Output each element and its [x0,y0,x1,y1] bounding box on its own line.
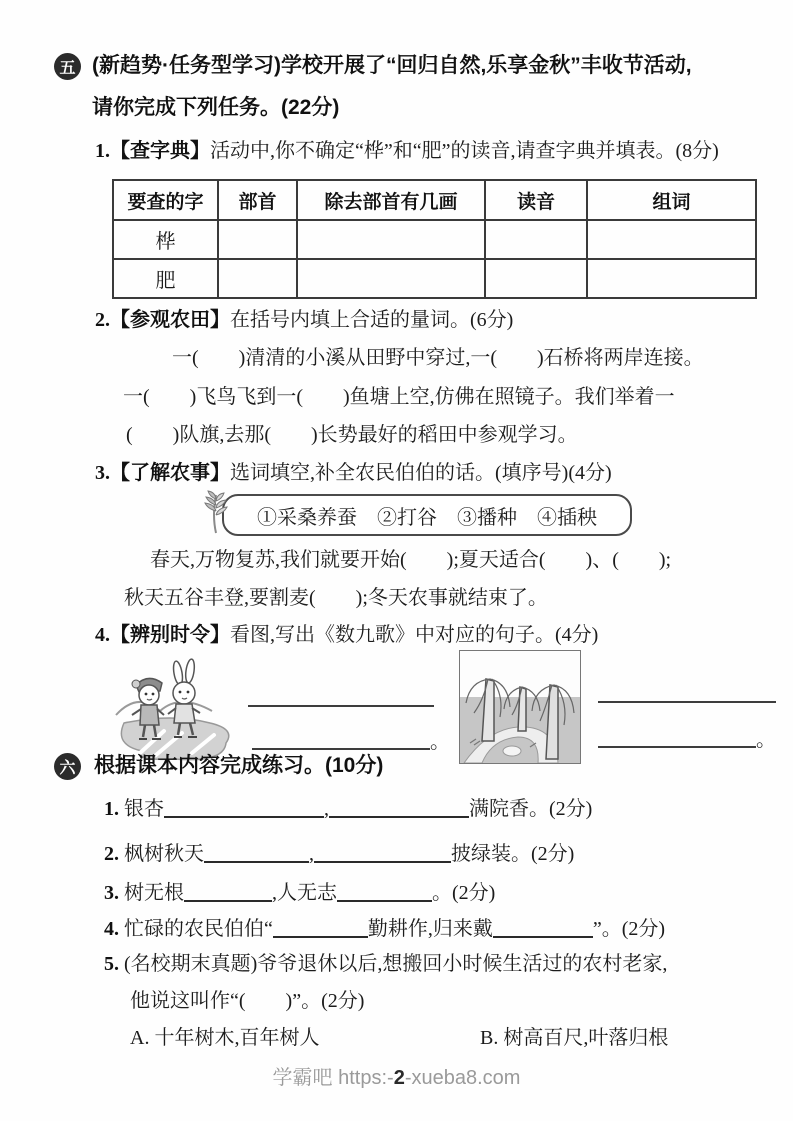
question-number: 1. [95,140,110,162]
question-number: 4. [95,624,110,646]
answer-line [248,692,434,710]
s5-q3-line1: 春天,万物复苏,我们就要开始( );夏天适合( )、( ); [150,549,672,571]
question-text: 选词填空,补全农民伯伯的话。(填序号)(4分) [230,462,612,484]
wheat-icon [202,489,228,535]
answer-line [598,688,776,706]
s6-question-4 [104,916,665,942]
s5-q2-line3: ( )队旗,去那( )长势最好的稻田中参观学习。 [126,424,578,446]
s6-question-5-line1 [104,952,667,977]
empty-cell [587,259,756,298]
table-header-row [113,180,756,220]
empty-cell [485,220,587,259]
empty-cell [218,259,297,298]
s5-question-1 [95,139,719,164]
question-number: 1. [104,798,119,820]
empty-cell [218,220,297,259]
table-row [113,220,756,259]
dictionary-lookup-table [112,179,757,299]
section-6-title: 根据课本内容完成练习。(10分) [94,754,384,777]
fill-blank [204,841,309,863]
answer-line-with-period [252,730,450,755]
col-header-pronunciation: 读音 [485,180,587,220]
s6-question-1 [104,796,592,822]
fill-blank [329,796,469,818]
question-text: 披绿装。(2分) [451,843,575,865]
s5-question-3 [95,461,612,486]
ice-skating-illustration [112,651,238,765]
question-text: 满院香。(2分) [469,798,593,820]
question-text: 看图,写出《数九歌》中对应的句子。(4分) [230,624,599,646]
s5-question-4 [95,623,598,648]
section-6-badge: 六 [54,753,81,780]
question-text: (名校期末真题)爷爷退休以后,想搬回小时候生活过的农村老家, [119,953,668,975]
word-bank-options: ①采桑养蚕 ②打谷 ③播种 ④插秧 [257,506,597,529]
question-tag: 【查字典】 [110,140,210,162]
question-number: 2. [104,843,119,865]
question-text: 银杏 [119,798,164,820]
fill-blank [493,916,593,938]
question-text: 。(2分) [432,882,496,904]
question-text: 枫树秋天 [119,843,204,865]
willow-trees-illustration [459,650,581,764]
question-text: 忙碌的农民伯伯“ [119,918,273,940]
question-text: 在括号内填上合适的量词。(6分) [230,309,514,331]
col-header-radical: 部首 [218,180,297,220]
question-tag: 【辨别时令】 [110,624,230,646]
word-bank-box [222,494,632,536]
cell-character: 桦 [113,220,218,259]
col-header-character: 要查的字 [113,180,218,220]
question-number: 5. [104,953,119,975]
section-5-badge: 五 [54,53,81,80]
section-5-title-line1: (新趋势·任务型学习)学校开展了“回归自然,乐享金秋”丰收节活动, [92,54,692,77]
footer-site-prefix: 学霸吧 https:- [272,1067,394,1089]
question-tag: 【了解农事】 [110,462,230,484]
s5-q3-line2: 秋天五谷丰登,要割麦( );冬天农事就结束了。 [124,587,548,609]
question-tag: 【参观农田】 [110,309,230,331]
s6-question-5-line2: 他说这叫作“( )”。(2分) [130,990,365,1012]
question-number: 3. [104,882,119,904]
fill-blank [337,880,432,902]
question-text: 勤耕作,归来戴 [367,918,493,940]
question-number: 3. [95,462,110,484]
question-text: ”。(2分) [592,918,666,940]
question-text: ,人无志 [272,882,337,904]
question-text: 活动中,你不确定“桦”和“肥”的读音,请查字典并填表。(8分) [210,140,719,162]
period: 。 [756,729,776,751]
section-5-title-line2: 请你完成下列任务。(22分) [92,96,340,119]
empty-cell [297,259,485,298]
s6-question-3 [104,880,495,906]
question-number: 4. [104,918,119,940]
col-header-word: 组词 [587,180,756,220]
question-text: , [324,798,329,820]
fill-blank [314,841,451,863]
question-number: 2. [95,309,110,331]
footer-site-suffix: -xueba8.com [404,1067,521,1089]
option-b: B. 树高百尺,叶落归根 [480,1027,669,1049]
page-number: 2 [393,1067,405,1089]
fill-blank [164,796,324,818]
table-row [113,259,756,298]
empty-cell [587,220,756,259]
option-a: A. 十年树木,百年树人 [130,1027,320,1049]
s5-question-2 [95,308,513,333]
question-text: , [309,843,314,865]
s5-q2-line2: 一( )飞鸟飞到一( )鱼塘上空,仿佛在照镜子。我们举着一 [123,386,675,408]
answer-line-with-period [598,728,776,753]
col-header-strokes: 除去部首有几画 [297,180,485,220]
fill-blank [273,916,368,938]
footer-watermark [0,1061,793,1090]
question-text: 树无根 [119,882,184,904]
s5-q2-line1: 一( )清清的小溪从田野中穿过,一( )石桥将两岸连接。 [172,347,704,369]
period: 。 [430,731,450,753]
s6-question-2 [104,841,574,867]
empty-cell [297,220,485,259]
cell-character: 肥 [113,259,218,298]
empty-cell [485,259,587,298]
fill-blank [184,880,272,902]
